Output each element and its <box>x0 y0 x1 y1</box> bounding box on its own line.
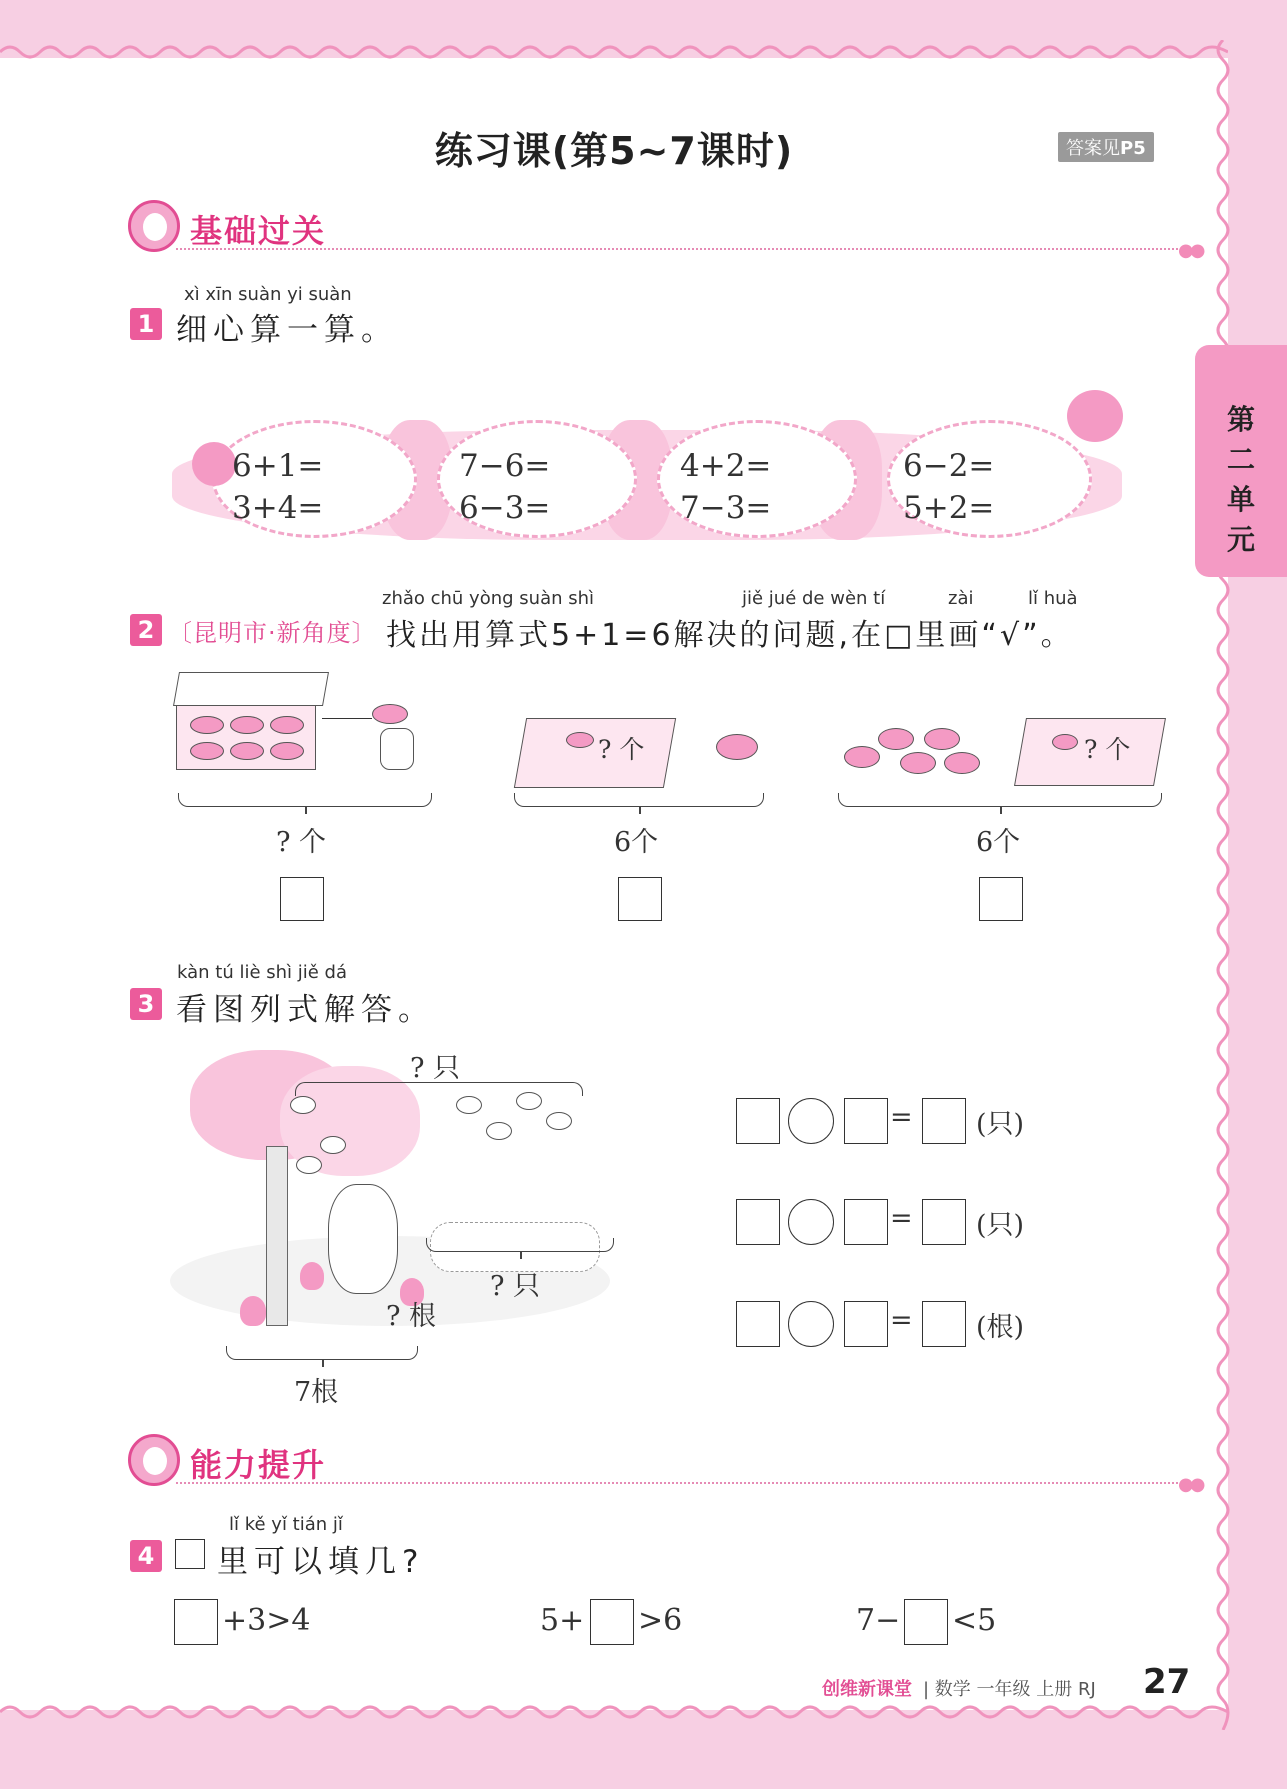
q2-check-box-3[interactable] <box>979 877 1023 921</box>
carrot-icon <box>240 1296 266 1326</box>
tart-icon <box>230 716 264 734</box>
footer-info: | 数学 一年级 上册 RJ <box>923 1679 1096 1700</box>
q2-picture-2 <box>520 712 770 792</box>
q3-carrots-label: ? 根 <box>386 1301 437 1332</box>
q4-blank-square <box>175 1539 205 1569</box>
q2-label: 6个 <box>976 827 1021 858</box>
q4-number: 4 <box>130 1540 162 1572</box>
q4-expression: +3>4 <box>222 1603 311 1638</box>
q1-equation: 6−3= <box>459 490 551 526</box>
q4-item-3 <box>854 1597 1114 1647</box>
q2-box-label: ? 个 <box>598 735 645 764</box>
bird-icon <box>456 1096 482 1114</box>
q2-text: 找出用算式5+1=6解决的问题,在□里画“√”。 <box>386 618 1074 653</box>
answer-box[interactable] <box>922 1199 966 1245</box>
equal-sign: = <box>890 1102 913 1133</box>
answer-box[interactable] <box>844 1301 888 1347</box>
answer-box[interactable] <box>922 1098 966 1144</box>
q2-label: 6个 <box>614 827 659 858</box>
unit-label: (只) <box>976 1210 1025 1241</box>
bug-character-icon <box>1067 390 1123 442</box>
q1-equation: 7−6= <box>459 448 551 484</box>
cake-box <box>176 704 316 770</box>
q2-picture-3 <box>840 712 1170 792</box>
page-title: 练习课(第5~7课时) <box>434 129 794 173</box>
tart-icon <box>924 728 960 750</box>
q4-expression: 7− <box>856 1603 901 1638</box>
tart-icon <box>900 752 936 774</box>
tart-icon <box>566 732 594 748</box>
q3-text: 看图列式解答。 <box>176 992 435 1028</box>
tart-icon <box>270 742 304 760</box>
tart-icon <box>844 746 880 768</box>
tart-icon <box>944 752 980 774</box>
q2-pinyin: lǐ huà <box>1028 588 1078 609</box>
bird-icon <box>296 1156 322 1174</box>
equal-sign: = <box>890 1305 913 1336</box>
unit-label: (根) <box>976 1312 1025 1343</box>
answer-box[interactable] <box>174 1599 218 1645</box>
q1-text: 细心算一算。 <box>176 312 398 348</box>
bird-icon <box>546 1112 572 1130</box>
dots-icon: ●● <box>1178 240 1202 261</box>
section-avatar-icon <box>128 1434 180 1486</box>
q3-pinyin: kàn tú liè shì jiě dá <box>177 962 348 983</box>
q2-pinyin: zài <box>948 588 974 609</box>
section-advanced-title: 能力提升 <box>190 1446 327 1484</box>
q1-equation: 3+4= <box>232 490 324 526</box>
bird-icon <box>290 1096 316 1114</box>
top-wave-border <box>0 40 1228 64</box>
brace <box>838 793 1162 807</box>
unit-side-tab-label: 第二单元 <box>1226 403 1255 556</box>
cake-box-lid <box>173 672 329 706</box>
operator-circle[interactable] <box>788 1199 834 1245</box>
bug-character-icon <box>192 442 236 486</box>
section-avatar-icon <box>128 200 180 252</box>
footer-brand: 创维新课堂 <box>822 1679 912 1700</box>
carrot-icon <box>300 1262 324 1290</box>
answer-box[interactable] <box>922 1301 966 1347</box>
tart-icon <box>190 716 224 734</box>
q3-number: 3 <box>130 988 162 1020</box>
section-basic-title: 基础过关 <box>190 212 327 250</box>
answer-box[interactable] <box>904 1599 948 1645</box>
q3-answer-row-3 <box>736 1301 1076 1349</box>
tart-icon <box>878 728 914 750</box>
section-divider <box>176 1482 1186 1484</box>
answer-box[interactable] <box>590 1599 634 1645</box>
answer-box[interactable] <box>736 1199 780 1245</box>
hand-icon <box>380 728 414 770</box>
q1-equation: 7−3= <box>680 490 772 526</box>
operator-circle[interactable] <box>788 1098 834 1144</box>
q4-item-1 <box>172 1597 432 1647</box>
answer-box[interactable] <box>844 1098 888 1144</box>
q4-text: 里可以填几? <box>217 1544 425 1580</box>
section-basic-header <box>128 200 1228 260</box>
answer-box[interactable] <box>736 1301 780 1347</box>
operator-circle[interactable] <box>788 1301 834 1347</box>
q2-picture-1 <box>172 670 432 780</box>
arrow-icon <box>322 718 372 719</box>
tart-icon <box>230 742 264 760</box>
brace <box>426 1238 614 1252</box>
q2-label: ? 个 <box>276 827 327 858</box>
brace <box>226 1346 418 1360</box>
q1-pinyin: xì xīn suàn yi suàn <box>184 284 352 305</box>
brace <box>514 793 764 807</box>
equal-sign: = <box>890 1203 913 1234</box>
bottom-wave-border <box>0 1700 1228 1724</box>
q1-equation: 4+2= <box>680 448 772 484</box>
rabbit-icon <box>328 1184 398 1294</box>
q4-expression: 5+ <box>540 1603 585 1638</box>
q3-chicks-label: ? 只 <box>490 1271 541 1302</box>
q2-check-box-2[interactable] <box>618 877 662 921</box>
tart-icon <box>372 704 408 724</box>
q4-expression: <5 <box>952 1603 997 1638</box>
answer-reference: 答案见P5 <box>1058 132 1154 162</box>
q1-equation: 5+2= <box>903 490 995 526</box>
unit-label: (只) <box>976 1109 1025 1140</box>
tart-icon <box>1052 734 1078 750</box>
tree-trunk <box>266 1146 288 1326</box>
q2-check-box-1[interactable] <box>280 877 324 921</box>
dots-icon: ●● <box>1178 1474 1202 1495</box>
q4-expression: >6 <box>638 1603 683 1638</box>
brace <box>295 1082 583 1096</box>
q3-answer-row-1 <box>736 1098 1076 1146</box>
brace <box>178 793 432 807</box>
cake-box <box>514 718 676 788</box>
q2-pinyin: jiě jué de wèn tí <box>742 588 886 609</box>
page-number: 27 <box>1143 1662 1191 1702</box>
q3-answer-row-2 <box>736 1199 1076 1247</box>
q3-total-carrots-label: 7根 <box>294 1377 339 1408</box>
tart-icon <box>716 734 758 760</box>
q4-item-2 <box>538 1597 798 1647</box>
answer-box[interactable] <box>844 1199 888 1245</box>
q2-number: 2 <box>130 614 162 646</box>
q2-pinyin: zhǎo chū yòng suàn shì <box>382 588 595 609</box>
q2-box-label: ? 个 <box>1084 735 1131 764</box>
q1-equation: 6−2= <box>903 448 995 484</box>
tart-icon <box>270 716 304 734</box>
q1-number: 1 <box>130 308 162 340</box>
section-divider <box>176 248 1186 250</box>
q2-source: 〔昆明市·新角度〕 <box>168 619 377 647</box>
bird-icon <box>320 1136 346 1154</box>
bird-icon <box>486 1122 512 1140</box>
tart-icon <box>190 742 224 760</box>
q3-birds-label: ? 只 <box>410 1053 461 1084</box>
answer-box[interactable] <box>736 1098 780 1144</box>
q1-equation: 6+1= <box>232 448 324 484</box>
q4-pinyin: lǐ kě yǐ tián jǐ <box>229 1514 343 1535</box>
section-advanced-header <box>128 1434 1228 1494</box>
